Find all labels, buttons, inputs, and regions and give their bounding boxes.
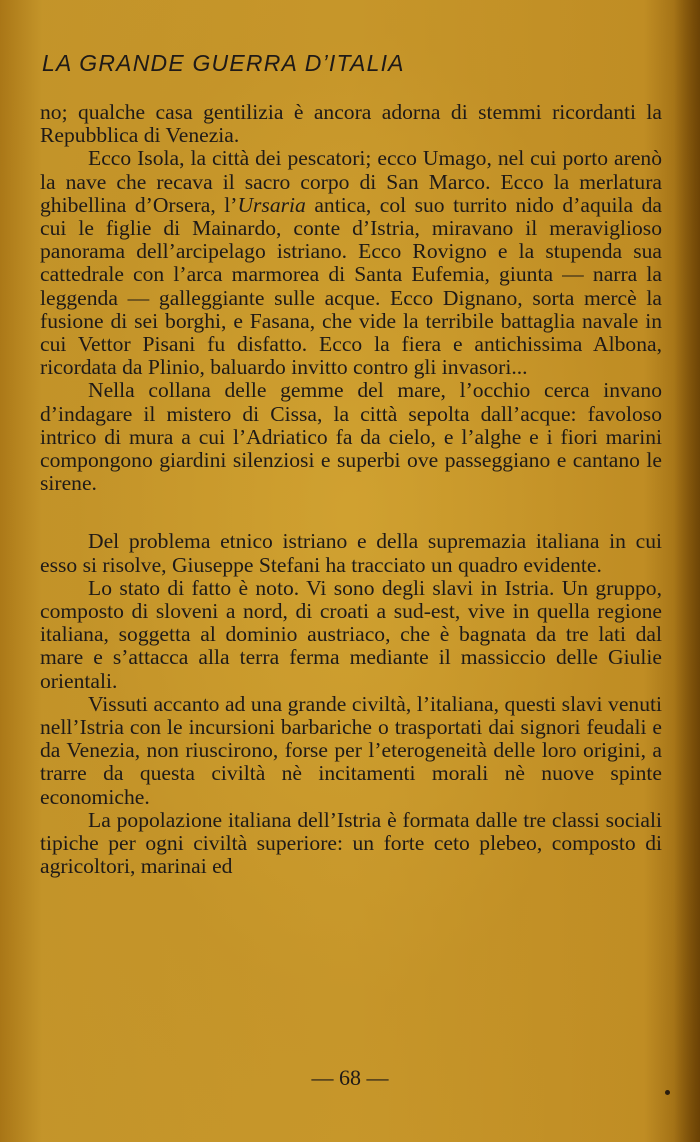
ink-speck: [665, 1090, 670, 1095]
paragraph-6: Vissuti accanto ad una grande civiltà, l’italiana, questi slavi venuti nell’Istria con le incursioni barbariche o trasportati dai signori feudali e da Venezia, non riuscirono, forse per l’eterogeneità delle loro origini, a trarre da questa civiltà nè incitamenti morali nè nuove spinte economiche.: [40, 691, 662, 809]
paragraph-4: Del problema etnico istriano e della supremazia italiana in cui esso si risolve, Giuseppe Stefani ha tracciato un quadro evidente.: [40, 529, 662, 577]
body-text: [40, 101, 662, 879]
paragraph-2-start: Ecco Isola, la città dei pescatori; ecco Umago, nel cui porto arenò la nave che recava il sacro corpo di San Marco. Ecco la merlatura ghibellina d’Orsera, l’: [40, 146, 662, 217]
page-number: — 68 —: [311, 1065, 389, 1090]
paragraph-2-rest: antica, col suo turrito nido d’aquila da cui le figlie di Mainardo, conte d’Istria, miravano il meraviglioso panorama dell’arcipelago istriano. Ecco Rovigno e la stupenda sua cattedrale con l’arca marmorea di Santa Eufemia, giunta — narra la leggenda — galleggiante sulle acque. Ecco Dignano, sorta mercè la fusione di sei borghi, e Fasana, che vide la terribile battaglia navale in cui Vettor Pisani fu disfatto. Ecco la fiera e antichissima Albona, ricordata da Plinio, baluardo invitto contro gli invasori...: [40, 192, 662, 380]
paragraph-2: [40, 147, 662, 379]
italic-term: Ursaria: [237, 192, 306, 217]
paragraph-3: Nella collana delle gemme del mare, l’occhio cerca invano d’indagare il mistero di Cissa, la città sepolta dall’acque: favoloso intrico di mura a cui l’Adriatico fa da cielo, e l’alghe e i fiori marini compongono giardini silenziosi e superbi ove passeggiano e cantano le sirene.: [40, 378, 662, 496]
paragraph-1: no; qualche casa gentilizia è ancora adorna di stemmi ricordanti la Repubblica di Venezia.: [40, 100, 662, 148]
paragraph-7: La popolazione italiana dell’Istria è formata dalle tre classi sociali tipiche per ogni civiltà superiore: un forte ceto plebeo, composto di agricoltori, marinai ed: [40, 807, 662, 879]
paragraph-5: Lo stato di fatto è noto. Vi sono degli slavi in Istria. Un gruppo, composto di sloveni a nord, di croati a sud-est, vive in quella regione italiana, soggetta al dominio austriaco, che è bagnata da tre lati dal mare e s’attacca alla terra ferma mediante il massiccio delle Giulie orientali.: [40, 575, 662, 693]
running-header: LA GRANDE GUERRA D’ITALIA: [42, 50, 405, 76]
page-edge-shadow: [674, 0, 700, 1142]
